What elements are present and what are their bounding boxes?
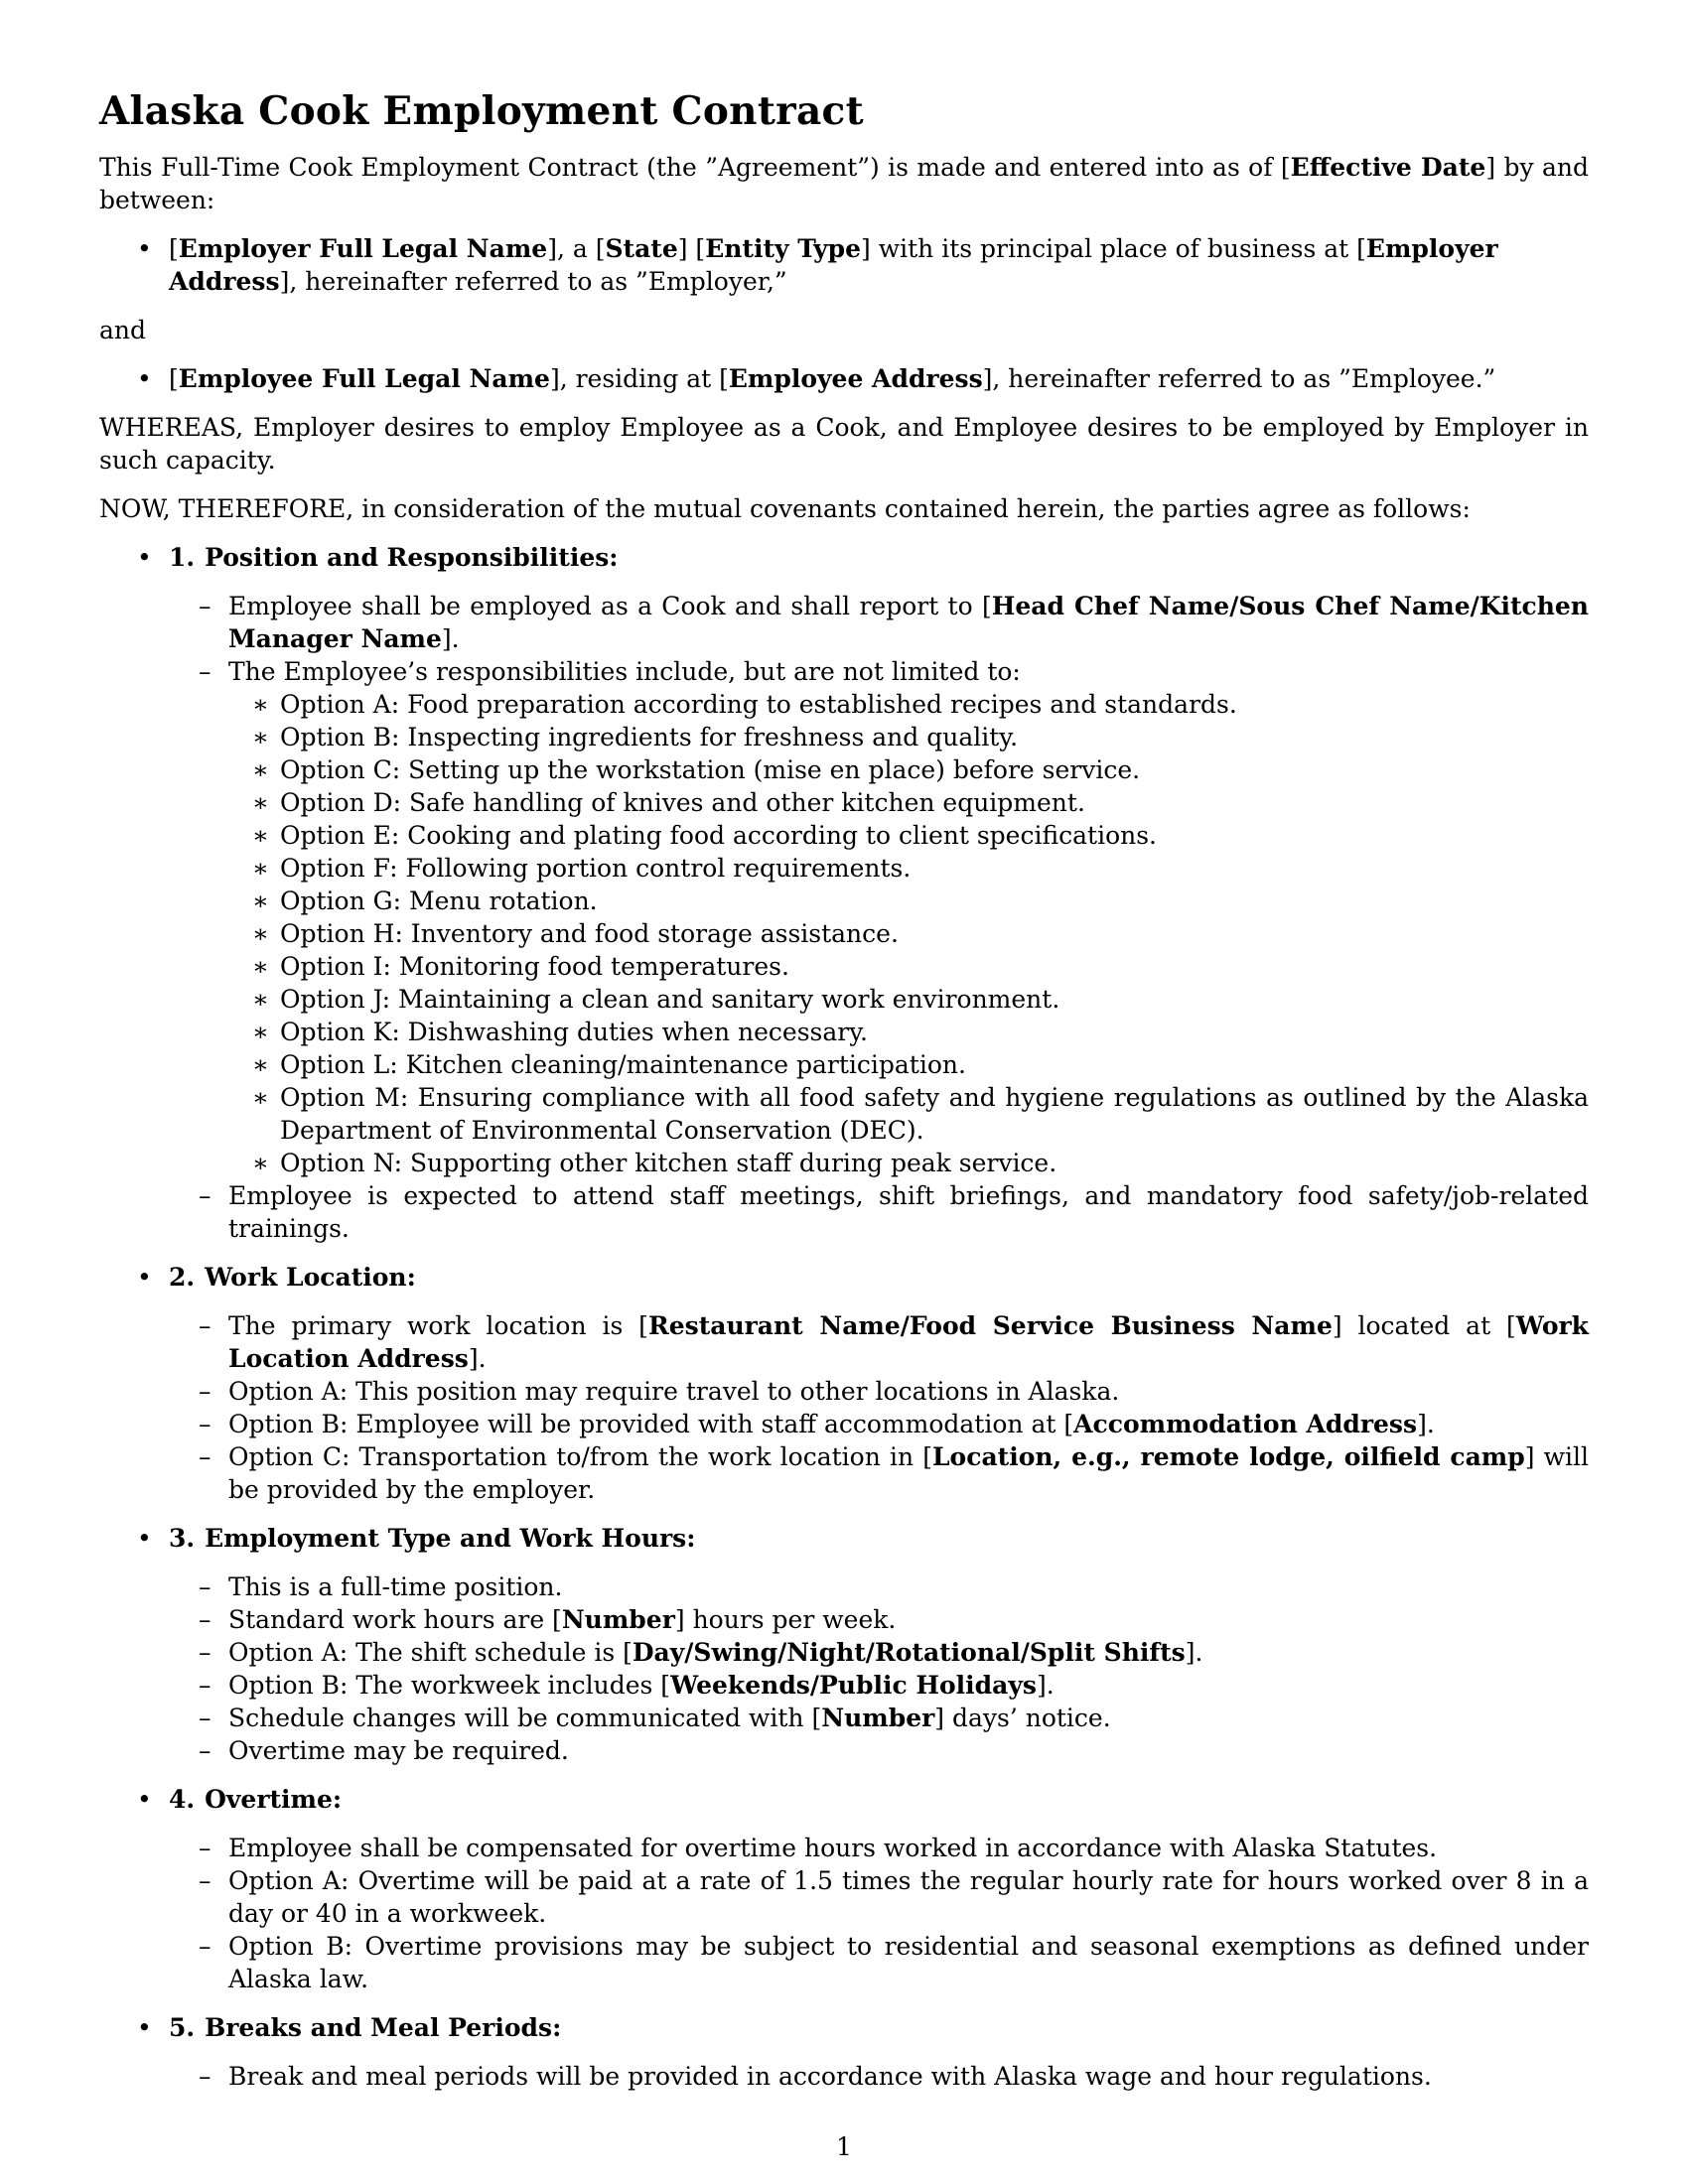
document-title: Alaska Cook Employment Contract — [99, 88, 864, 134]
now-therefore-paragraph: NOW, THEREFORE, in consideration of the mutual covenants contained herein, the parties agree as follows: — [99, 494, 1471, 523]
list-item: – Option A: Overtime will be paid at a rate of 1.5 times the regular hourly rate for hours worked over 8 in a day or 40 in a workweek. — [169, 1864, 1589, 1930]
text-fragment: Option A: The shift schedule is [ — [228, 1638, 633, 1667]
section-number: 1. — [169, 543, 196, 572]
location-placeholder: Location, e.g., remote lodge, oilfield camp — [931, 1442, 1525, 1471]
section-heading — [169, 541, 1589, 574]
list-item: – Option A: This position may require travel to other locations in Alaska. — [169, 1375, 1589, 1408]
list-item — [169, 1603, 1589, 1636]
option-item: ∗ Option C: Setting up the workstation (mise en place) before service. — [228, 753, 1589, 786]
employer-address-placeholder: Employer Address — [169, 234, 1498, 296]
text-fragment: [ — [169, 364, 179, 393]
text-fragment: ] hours per week. — [674, 1605, 897, 1634]
employee-party — [99, 362, 1589, 395]
employer-name-placeholder: Employer Full Legal Name — [178, 234, 548, 263]
supervisor-placeholder: Head Chef Name/Sous Chef Name/Kitchen Manager Name — [228, 592, 1589, 653]
option-item: ∗ Option I: Monitoring food temperatures. — [228, 950, 1589, 983]
hours-placeholder: Number — [561, 1605, 675, 1634]
page-number: 1 — [836, 2132, 852, 2161]
list-item — [169, 1669, 1589, 1702]
work-location-placeholder: Work Location Address — [228, 1311, 1589, 1373]
option-item: ∗ Option F: Following portion control requirements. — [228, 852, 1589, 885]
text-fragment: Employee shall be employed as a Cook and shall report to [ — [228, 592, 992, 620]
list-item — [169, 1309, 1589, 1375]
intro-text-end: ] by and between: — [99, 153, 1589, 214]
text-fragment: Standard work hours are [ — [228, 1605, 562, 1634]
option-item: ∗ Option B: Inspecting ingredients for freshness and quality. — [228, 721, 1589, 753]
and-text: and — [99, 316, 147, 344]
section-items — [169, 590, 1589, 1245]
entity-type-placeholder: Entity Type — [705, 234, 862, 263]
section-number: 2. — [169, 1263, 196, 1292]
text-fragment: ]. — [1417, 1410, 1435, 1438]
section-number: 3. — [169, 1524, 196, 1553]
section-title: Breaks and Meal Periods: — [205, 2013, 562, 2042]
list-item — [169, 1702, 1589, 1734]
intro-paragraph — [99, 151, 1589, 216]
option-item: ∗ Option K: Dishwashing duties when necessary. — [228, 1016, 1589, 1048]
shift-schedule-placeholder: Day/Swing/Night/Rotational/Split Shifts — [632, 1638, 1186, 1667]
text-fragment: ]. — [1036, 1671, 1055, 1700]
workweek-placeholder: Weekends/Public Holidays — [670, 1671, 1037, 1700]
text-fragment: Option B: The workweek includes [ — [228, 1671, 671, 1700]
option-item: ∗ Option M: Ensuring compliance with all food safety and hygiene regulations as outlined by the Alaska Department of Environmental Conservation (DEC). — [228, 1081, 1589, 1147]
text-fragment: ]. — [468, 1344, 487, 1373]
text-fragment: ], hereinafter referred to as ”Employer,” — [279, 267, 787, 296]
list-item: – This is a full-time position. — [169, 1570, 1589, 1603]
text-fragment: The Employee’s responsibilities include, but are not limited to: — [228, 657, 1021, 686]
sections-list — [99, 541, 1589, 2093]
text-fragment: ]. — [1185, 1638, 1203, 1667]
text-fragment: Option C: Transportation to/from the work location in [ — [228, 1442, 932, 1471]
section-items — [169, 1309, 1589, 1506]
section-heading — [169, 1522, 1589, 1555]
list-item: – Employee shall be compensated for overtime hours worked in accordance with Alaska Statutes. — [169, 1832, 1589, 1864]
text-fragment: ] located at [ — [1332, 1311, 1516, 1340]
accommodation-placeholder: Accommodation Address — [1073, 1410, 1418, 1438]
option-item: ∗ Option L: Kitchen cleaning/maintenance participation. — [228, 1048, 1589, 1081]
list-item — [169, 1636, 1589, 1669]
option-item: ∗ Option G: Menu rotation. — [228, 885, 1589, 917]
section-number: 5. — [169, 2013, 196, 2042]
list-item: – Option B: Overtime provisions may be subject to residential and seasonal exemptions as defined under Alaska law. — [169, 1930, 1589, 1995]
section-5 — [99, 2011, 1589, 2093]
option-item: ∗ Option H: Inventory and food storage assistance. — [228, 917, 1589, 950]
section-items — [169, 2060, 1589, 2093]
option-item: ∗ Option J: Maintaining a clean and sanitary work environment. — [228, 983, 1589, 1016]
section-items — [169, 1570, 1589, 1767]
option-item: ∗ Option N: Supporting other kitchen staff during peak service. — [228, 1147, 1589, 1179]
text-fragment: ], hereinafter referred to as ”Employee.” — [982, 364, 1496, 393]
list-item: – Break and meal periods will be provided in accordance with Alaska wage and hour regulations. — [169, 2060, 1589, 2093]
restaurant-name-placeholder: Restaurant Name/Food Service Business Name — [647, 1311, 1333, 1340]
section-number: 4. — [169, 1785, 196, 1814]
employee-name-placeholder: Employee Full Legal Name — [178, 364, 550, 393]
section-title: Position and Responsibilities: — [205, 543, 619, 572]
section-items — [169, 1832, 1589, 1995]
list-item — [169, 655, 1589, 1179]
responsibilities-options — [228, 688, 1589, 1179]
list-item — [169, 1408, 1589, 1440]
text-fragment: ] days’ notice. — [934, 1704, 1111, 1732]
intro-text: This Full-Time Cook Employment Contract (the ”Agreement”) is made and entered into as of [ — [99, 153, 1291, 182]
effective-date-placeholder: Effective Date — [1290, 153, 1486, 182]
list-item: – Employee is expected to attend staff meetings, shift briefings, and mandatory food safety/job-related trainings. — [169, 1179, 1589, 1245]
text-fragment: Option B: Employee will be provided with staff accommodation at [ — [228, 1410, 1074, 1438]
section-4 — [99, 1783, 1589, 1995]
whereas-paragraph: WHEREAS, Employer desires to employ Employee as a Cook, and Employee desires to be employed by Employer in such capacity. — [99, 413, 1589, 475]
text-fragment: ], residing at [ — [549, 364, 729, 393]
text-fragment: ] [ — [677, 234, 706, 263]
section-title: Employment Type and Work Hours: — [205, 1524, 696, 1553]
section-heading — [169, 1783, 1589, 1816]
section-heading — [169, 1261, 1589, 1294]
text-fragment: ] will be provided by the employer. — [228, 1442, 1589, 1504]
section-2 — [99, 1261, 1589, 1506]
list-item: – Overtime may be required. — [169, 1734, 1589, 1767]
state-placeholder: State — [605, 234, 678, 263]
text-fragment: ]. — [441, 624, 460, 653]
section-3 — [99, 1522, 1589, 1767]
text-fragment: ] with its principal place of business at [ — [861, 234, 1366, 263]
list-item — [169, 1440, 1589, 1506]
employer-party — [99, 232, 1589, 298]
text-fragment: Schedule changes will be communicated with [ — [228, 1704, 822, 1732]
text-fragment: The primary work location is [ — [228, 1311, 648, 1340]
section-1 — [99, 541, 1589, 1245]
option-item: ∗ Option D: Safe handling of knives and other kitchen equipment. — [228, 786, 1589, 819]
option-item: ∗ Option A: Food preparation according to established recipes and standards. — [228, 688, 1589, 721]
section-title: Work Location: — [205, 1263, 416, 1292]
text-fragment: ], a [ — [547, 234, 606, 263]
section-heading — [169, 2011, 1589, 2044]
text-fragment: [ — [169, 234, 179, 263]
notice-days-placeholder: Number — [821, 1704, 935, 1732]
list-item — [169, 590, 1589, 655]
section-title: Overtime: — [205, 1785, 343, 1814]
employee-address-placeholder: Employee Address — [728, 364, 983, 393]
option-item: ∗ Option E: Cooking and plating food according to client specifications. — [228, 819, 1589, 852]
